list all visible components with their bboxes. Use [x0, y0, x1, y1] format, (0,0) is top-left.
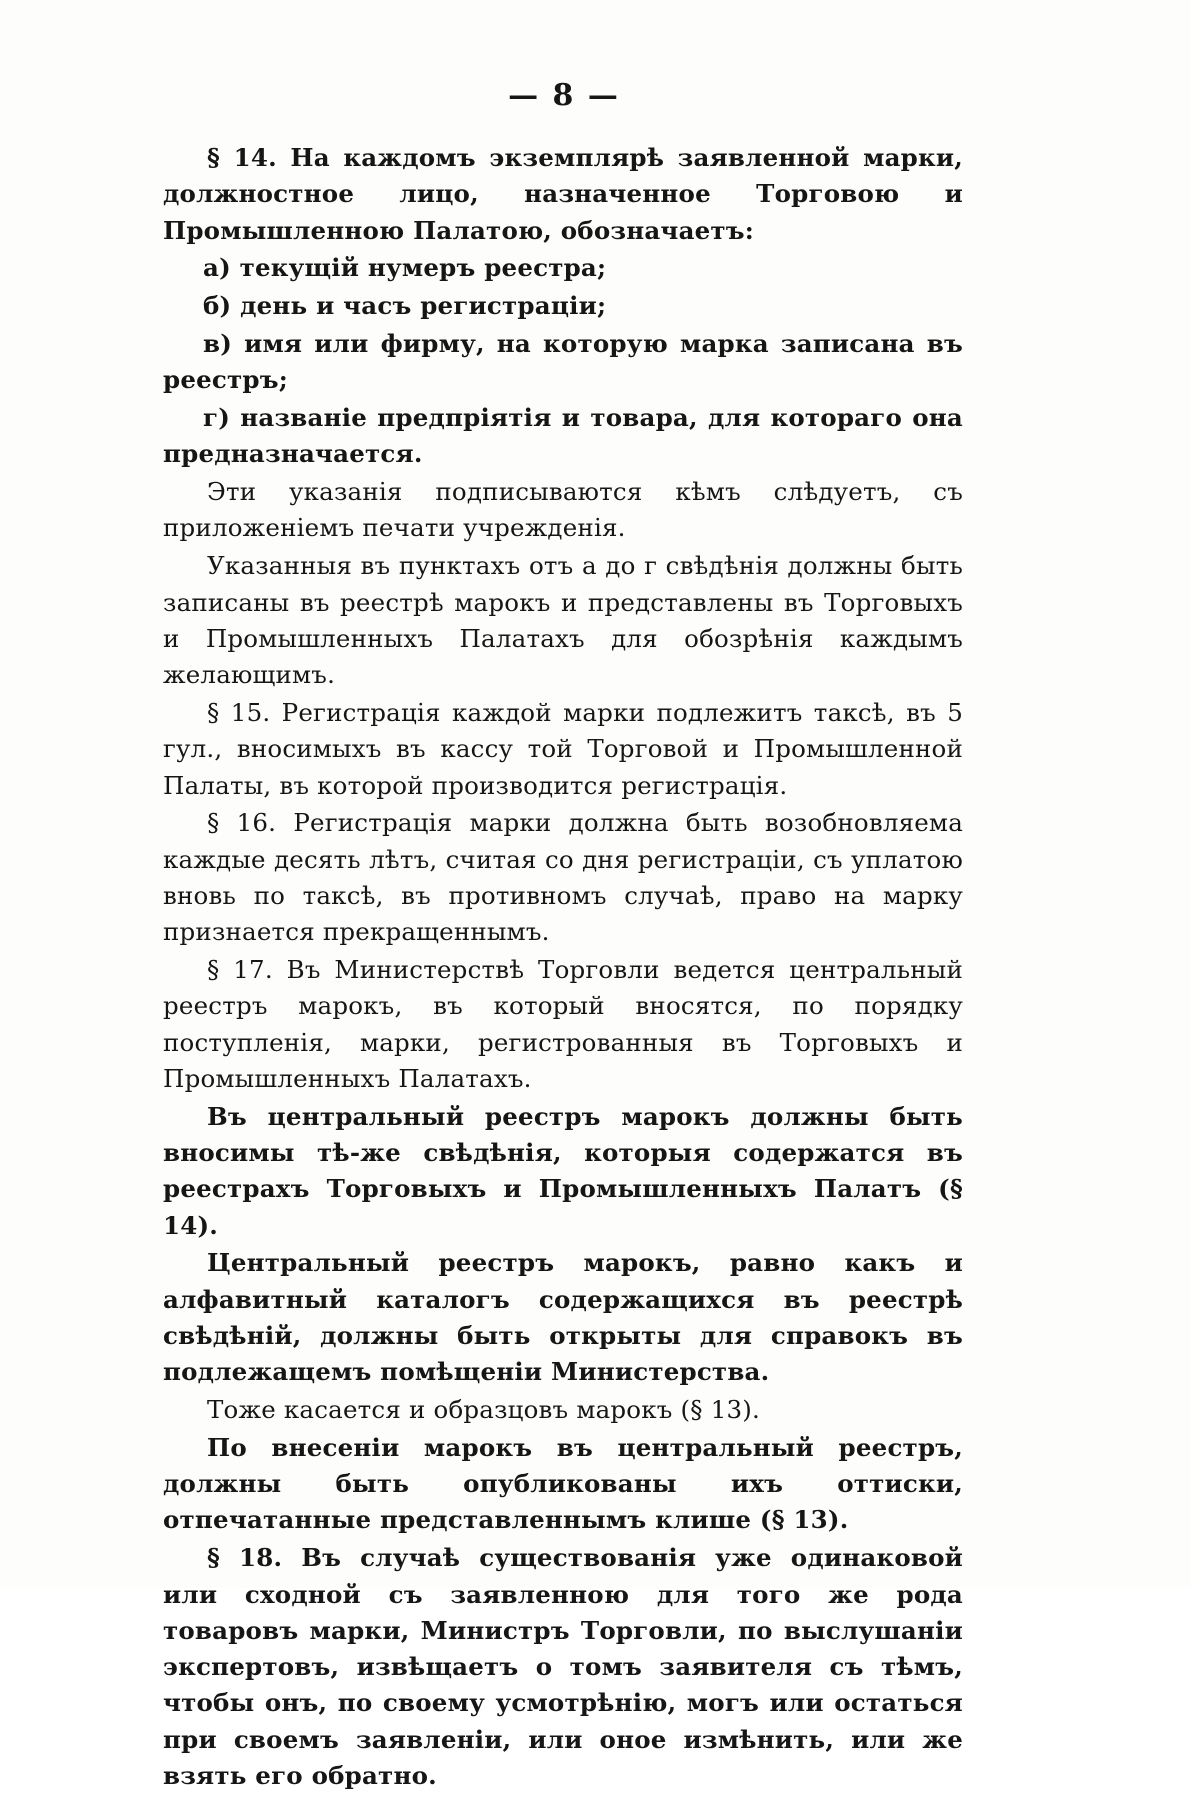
paragraph-central-registry-contents: Въ центральный реестръ марокъ должны быть вносимы тѣ-же свѣдѣнія, которыя содержатся въ реестрахъ Торговыхъ и Промышленныхъ Палатъ (§ 14). [163, 1101, 963, 1240]
list-item-v: в) имя или фирму, на которую марка записана въ реестръ; [163, 328, 963, 395]
paragraph-section-18: § 18. Въ случаѣ существованія уже одинаковой или сходной съ заявленною для того же рода товаровъ марки, Министръ Торговли, по выслушаніи экспертовъ, извѣщаетъ о томъ заявителя съ тѣмъ, чтобы онъ, по своему усмотрѣнію, могъ или остаться при своемъ заявленіи, или оное измѣнить, или же взять его обратно. [163, 1543, 963, 1791]
paragraph-section-15: § 15. Регистрація каждой марки подлежитъ таксѣ, въ 5 гул., вносимыхъ въ кассу той Торговой и Промышленной Палаты, въ которой производится регистрація. [163, 697, 963, 800]
body-text [163, 140, 963, 1796]
list-item-g: г) названіе предпріятія и товара, для котораго она предназначается. [163, 403, 963, 469]
paragraph-section-17: § 17. Въ Министерствѣ Торговли ведется центральный реестръ марокъ, въ который вносятся, по порядку поступленія, марки, регистрованныя въ Торговыхъ и Промышленныхъ Палатахъ. [163, 955, 963, 1093]
list-item-b: б) день и часъ регистраціи; [203, 291, 607, 321]
paragraph-registry-entries: Указанныя въ пунктахъ отъ а до г свѣдѣнія должны быть записаны въ реестрѣ марокъ и представлены въ Торговыхъ и Промышленныхъ Палатахъ для обозрѣнія каждымъ желающимъ. [163, 551, 963, 690]
paragraph-signatures: Эти указанія подписываются кѣмъ слѣдуетъ, съ приложеніемъ печати учрежденія. [163, 477, 963, 543]
paragraph-samples: Тоже касается и образцовъ марокъ (§ 13). [207, 1395, 761, 1425]
paragraph-section-16: § 16. Регистрація марки должна быть возобновляема каждые десять лѣтъ, считая со дня регистраціи, съ уплатою вновь по таксѣ, въ противномъ случаѣ, право на марку признается прекращеннымъ. [163, 808, 963, 947]
paragraph-section-14: § 14. На каждомъ экземплярѣ заявленной марки, должностное лицо, назначенное Торговою и Промышленною Палатою, обозначаетъ: [163, 143, 963, 245]
list-item-a: а) текущій нумеръ реестра; [203, 253, 607, 283]
paragraph-publication: По внесеніи марокъ въ центральный реестръ, должны быть опубликованы ихъ оттиски, отпечатанные представленнымъ клише (§ 13). [163, 1432, 963, 1535]
paragraph-central-registry-access: Центральный реестръ марокъ, равно какъ и алфавитный каталогъ содержащихся въ реестрѣ свѣдѣній, должны быть открыты для справокъ въ подлежащемъ помѣщеніи Министерства. [163, 1248, 963, 1387]
page-number: — 8 — [508, 78, 620, 113]
